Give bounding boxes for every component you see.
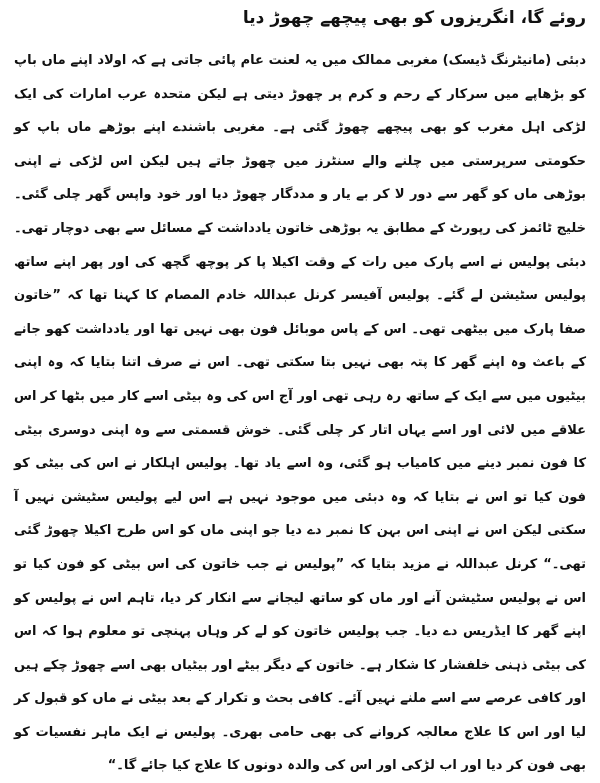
article-headline: روئے گا، انگریزوں کو بھی پیچھے چھوڑ دیا xyxy=(242,8,586,28)
article-paragraph: دبئی (مانیٹرنگ ڈیسک) مغربی ممالک میں یہ لعنت عام پائی جاتی ہے کہ اولاد اپنے ماں باپ کو بڑھاپے میں سرکار کے رحم و کرم پر چھوڑ دیتی ہے لیکن متحدہ عرب امارات کی ایک لڑکی اہل مغرب کو بھی پیچھے چھوڑ گئی ہے۔ مغربی باشندے اپنے بوڑھے ماں باپ کو حکومتی سرپرستی میں چلنے والے سنٹرز میں چھوڑ جاتے ہیں لیکن اس لڑکی نے اپنی بوڑھی ماں کو گھر سے دور لا کر بے یار و مددگار چھوڑ دیا اور خود واپس گھر چلی گئی۔ خلیج ٹائمز کی رپورٹ کے مطابق یہ بوڑھی خاتون یادداشت کے مسائل سے بھی دوچار تھی۔ دبئی پولیس نے اسے پارک میں رات کے وقت اکیلا پا کر پوچھ گچھ کی اور پھر اپنے ساتھ پولیس سٹیشن لے گئے۔ پولیس آفیسر کرنل عبداللہ خادم المصام کا کہنا تھا کہ ”خاتون صفا پارک میں بیٹھی تھی۔ اس کے پاس موبائل فون بھی نہیں تھا اور یادداشت کھو جانے کے باعث وہ اپنے گھر کا پتہ بھی نہیں بتا سکتی تھی۔ اس نے صرف اتنا بتایا کہ وہ اپنی بیٹیوں میں سے ایک کے ساتھ رہ رہی تھی اور آج اس کی وہ بیٹی اسے کار میں بٹھا کر اس علاقے میں لائی اور اسے یہاں اتار کر چلی گئی۔ خوش قسمتی سے وہ اپنی دوسری بیٹی کا فون نمبر دینے میں کامیاب ہو گئی، وہ اسے یاد تھا۔ پولیس اہلکار نے اس کی بیٹی کو فون کیا تو اس نے بتایا کہ وہ دبئی میں موجود نہیں ہے اس لیے پولیس سٹیشن نہیں آ سکتی لیکن اس نے اپنی اس بہن کا نمبر دے دیا جو اپنی ماں کو اس طرح اکیلا چھوڑ گئی تھی۔“ کرنل عبداللہ نے مزید بتایا کہ ”پولیس نے جب خاتون کی اس بیٹی کو فون کیا تو اس نے پولیس سٹیشن آنے اور ماں کو ساتھ لیجانے سے انکار کر دیا، تاہم اس نے پولیس کو اپنے گھر کا ایڈریس دے دیا۔ جب پولیس خاتون کو لے کر وہاں پہنچی تو معلوم ہوا کہ اس کی بیٹی ذہنی خلفشار کا شکار ہے۔ خاتون کے دیگر بیٹے اور بیٹیاں بھی اسے چھوڑ چکے ہیں اور کافی عرصے سے اسے ملنے نہیں آئے۔ کافی بحث و تکرار کے بعد بیٹی نے ماں کو قبول کر لیا اور اس کا علاج معالجہ کروانے کی بھی حامی بھری۔ پولیس نے ایک ماہر نفسیات کو بھی فون کر دیا اور اب لڑکی اور اس کی والدہ دونوں کا علاج کیا جائے گا۔“ xyxy=(14,53,586,774)
article-body xyxy=(14,44,586,783)
